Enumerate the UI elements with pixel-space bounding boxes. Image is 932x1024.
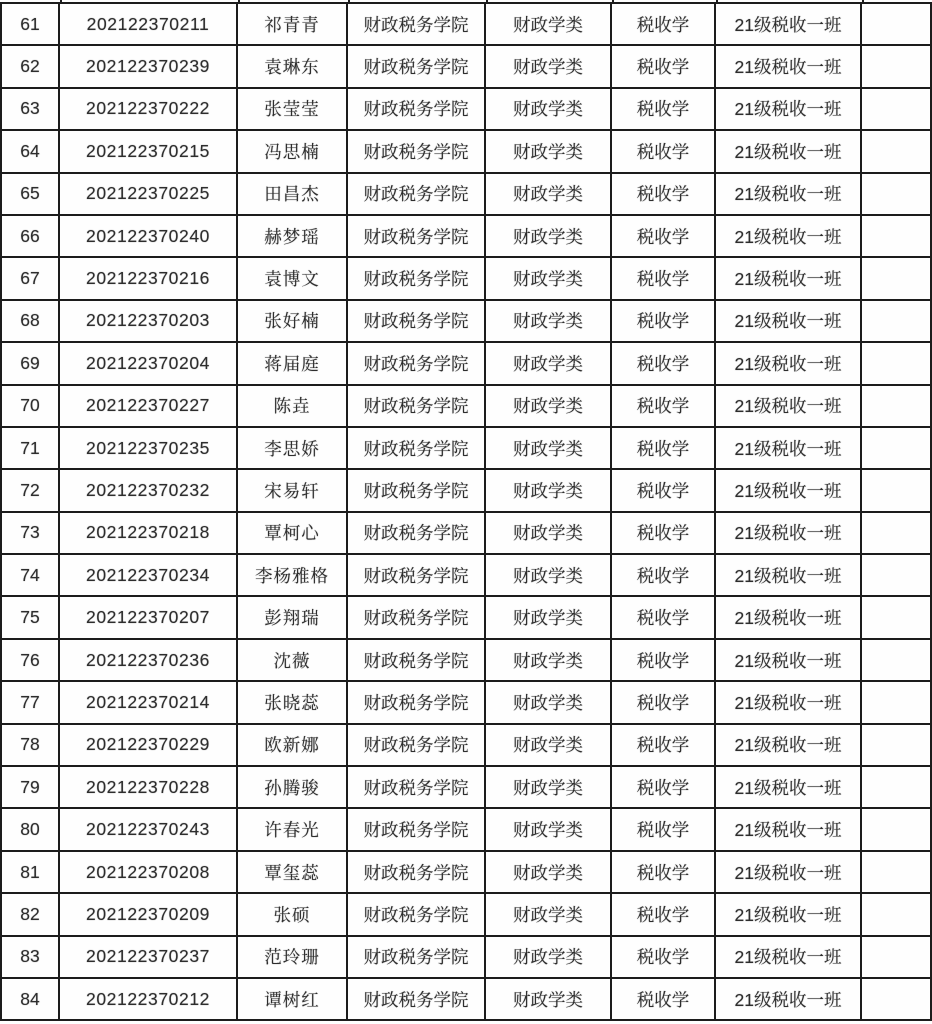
empty-cell (861, 130, 931, 172)
name-cell: 谭树红 (237, 978, 347, 1020)
seq-cell: 72 (1, 469, 59, 511)
grid-line-stub (348, 0, 350, 3)
class-cell: 21级税收一班 (715, 300, 861, 342)
student-id-cell: 202122370229 (59, 724, 237, 766)
major-cell: 税收学 (611, 978, 715, 1020)
table-row (1, 3, 931, 45)
category-cell: 财政学类 (485, 681, 611, 723)
class-cell: 21级税收一班 (715, 173, 861, 215)
table-row (1, 681, 931, 723)
name-cell: 冯思楠 (237, 130, 347, 172)
category-cell: 财政学类 (485, 173, 611, 215)
major-cell: 税收学 (611, 427, 715, 469)
category-cell: 财政学类 (485, 215, 611, 257)
empty-cell (861, 385, 931, 427)
empty-cell (861, 512, 931, 554)
name-cell: 宋易轩 (237, 469, 347, 511)
empty-cell (861, 596, 931, 638)
student-id-cell: 202122370215 (59, 130, 237, 172)
major-cell: 税收学 (611, 215, 715, 257)
major-cell: 税收学 (611, 130, 715, 172)
table-row (1, 257, 931, 299)
major-cell: 税收学 (611, 808, 715, 850)
empty-cell (861, 978, 931, 1020)
seq-cell: 81 (1, 851, 59, 893)
empty-cell (861, 766, 931, 808)
class-cell: 21级税收一班 (715, 88, 861, 130)
table-row (1, 978, 931, 1020)
seq-cell: 77 (1, 681, 59, 723)
name-cell: 沈薇 (237, 639, 347, 681)
category-cell: 财政学类 (485, 342, 611, 384)
table-row (1, 130, 931, 172)
student-id-cell: 202122370234 (59, 554, 237, 596)
table-row (1, 469, 931, 511)
major-cell: 税收学 (611, 45, 715, 87)
empty-cell (861, 724, 931, 766)
category-cell: 财政学类 (485, 130, 611, 172)
major-cell: 税收学 (611, 596, 715, 638)
name-cell: 张莹莹 (237, 88, 347, 130)
college-cell: 财政税务学院 (347, 512, 485, 554)
category-cell: 财政学类 (485, 808, 611, 850)
grid-line-stub (486, 0, 488, 3)
table-row (1, 512, 931, 554)
seq-cell: 71 (1, 427, 59, 469)
major-cell: 税收学 (611, 893, 715, 935)
college-cell: 财政税务学院 (347, 130, 485, 172)
name-cell: 张晓蕊 (237, 681, 347, 723)
class-cell: 21级税收一班 (715, 978, 861, 1020)
table-row (1, 342, 931, 384)
class-cell: 21级税收一班 (715, 936, 861, 978)
name-cell: 赫梦瑶 (237, 215, 347, 257)
student-id-cell: 202122370237 (59, 936, 237, 978)
class-cell: 21级税收一班 (715, 893, 861, 935)
empty-cell (861, 3, 931, 45)
table-row (1, 851, 931, 893)
class-cell: 21级税收一班 (715, 851, 861, 893)
major-cell: 税收学 (611, 173, 715, 215)
table-row (1, 300, 931, 342)
seq-cell: 75 (1, 596, 59, 638)
name-cell: 欧新娜 (237, 724, 347, 766)
grid-line-stub (238, 0, 240, 3)
seq-cell: 61 (1, 3, 59, 45)
category-cell: 财政学类 (485, 427, 611, 469)
class-cell: 21级税收一班 (715, 427, 861, 469)
college-cell: 财政税务学院 (347, 978, 485, 1020)
class-cell: 21级税收一班 (715, 385, 861, 427)
class-cell: 21级税收一班 (715, 469, 861, 511)
class-cell: 21级税收一班 (715, 639, 861, 681)
student-id-cell: 202122370208 (59, 851, 237, 893)
seq-cell: 64 (1, 130, 59, 172)
empty-cell (861, 257, 931, 299)
category-cell: 财政学类 (485, 88, 611, 130)
seq-cell: 63 (1, 88, 59, 130)
student-id-cell: 202122370227 (59, 385, 237, 427)
table-row (1, 724, 931, 766)
name-cell: 许春光 (237, 808, 347, 850)
table-row (1, 215, 931, 257)
category-cell: 财政学类 (485, 978, 611, 1020)
table-row (1, 596, 931, 638)
empty-cell (861, 639, 931, 681)
student-roster-table (0, 2, 932, 1021)
college-cell: 财政税务学院 (347, 596, 485, 638)
major-cell: 税收学 (611, 936, 715, 978)
class-cell: 21级税收一班 (715, 808, 861, 850)
college-cell: 财政税务学院 (347, 3, 485, 45)
student-id-cell: 202122370214 (59, 681, 237, 723)
college-cell: 财政税务学院 (347, 936, 485, 978)
category-cell: 财政学类 (485, 639, 611, 681)
empty-cell (861, 808, 931, 850)
category-cell: 财政学类 (485, 257, 611, 299)
category-cell: 财政学类 (485, 469, 611, 511)
category-cell: 财政学类 (485, 554, 611, 596)
student-id-cell: 202122370216 (59, 257, 237, 299)
student-id-cell: 202122370209 (59, 893, 237, 935)
name-cell: 覃玺蕊 (237, 851, 347, 893)
seq-cell: 74 (1, 554, 59, 596)
category-cell: 财政学类 (485, 596, 611, 638)
major-cell: 税收学 (611, 342, 715, 384)
college-cell: 财政税务学院 (347, 554, 485, 596)
student-id-cell: 202122370232 (59, 469, 237, 511)
name-cell: 袁博文 (237, 257, 347, 299)
category-cell: 财政学类 (485, 724, 611, 766)
seq-cell: 70 (1, 385, 59, 427)
name-cell: 孙腾骏 (237, 766, 347, 808)
student-id-cell: 202122370222 (59, 88, 237, 130)
student-id-cell: 202122370243 (59, 808, 237, 850)
category-cell: 财政学类 (485, 45, 611, 87)
class-cell: 21级税收一班 (715, 512, 861, 554)
student-id-cell: 202122370212 (59, 978, 237, 1020)
student-id-cell: 202122370228 (59, 766, 237, 808)
grid-line-stub (862, 0, 864, 3)
seq-cell: 78 (1, 724, 59, 766)
college-cell: 财政税务学院 (347, 257, 485, 299)
college-cell: 财政税务学院 (347, 385, 485, 427)
name-cell: 覃柯心 (237, 512, 347, 554)
name-cell: 李思娇 (237, 427, 347, 469)
grid-line-stub (612, 0, 614, 3)
table-row (1, 554, 931, 596)
category-cell: 财政学类 (485, 385, 611, 427)
seq-cell: 69 (1, 342, 59, 384)
category-cell: 财政学类 (485, 512, 611, 554)
seq-cell: 62 (1, 45, 59, 87)
seq-cell: 73 (1, 512, 59, 554)
name-cell: 祁青青 (237, 3, 347, 45)
name-cell: 彭翔瑞 (237, 596, 347, 638)
name-cell: 陈垚 (237, 385, 347, 427)
student-id-cell: 202122370203 (59, 300, 237, 342)
major-cell: 税收学 (611, 3, 715, 45)
college-cell: 财政税务学院 (347, 893, 485, 935)
major-cell: 税收学 (611, 469, 715, 511)
college-cell: 财政税务学院 (347, 681, 485, 723)
table-row (1, 45, 931, 87)
table-row (1, 808, 931, 850)
grid-line-stub (716, 0, 718, 3)
major-cell: 税收学 (611, 639, 715, 681)
major-cell: 税收学 (611, 851, 715, 893)
seq-cell: 66 (1, 215, 59, 257)
category-cell: 财政学类 (485, 851, 611, 893)
student-id-cell: 202122370207 (59, 596, 237, 638)
class-cell: 21级税收一班 (715, 45, 861, 87)
major-cell: 税收学 (611, 385, 715, 427)
student-id-cell: 202122370218 (59, 512, 237, 554)
college-cell: 财政税务学院 (347, 639, 485, 681)
empty-cell (861, 893, 931, 935)
class-cell: 21级税收一班 (715, 554, 861, 596)
college-cell: 财政税务学院 (347, 766, 485, 808)
class-cell: 21级税收一班 (715, 766, 861, 808)
name-cell: 张硕 (237, 893, 347, 935)
name-cell: 袁琳东 (237, 45, 347, 87)
college-cell: 财政税务学院 (347, 342, 485, 384)
student-id-cell: 202122370239 (59, 45, 237, 87)
table-row (1, 936, 931, 978)
seq-cell: 76 (1, 639, 59, 681)
major-cell: 税收学 (611, 724, 715, 766)
class-cell: 21级税收一班 (715, 257, 861, 299)
empty-cell (861, 851, 931, 893)
college-cell: 财政税务学院 (347, 45, 485, 87)
seq-cell: 68 (1, 300, 59, 342)
college-cell: 财政税务学院 (347, 724, 485, 766)
seq-cell: 79 (1, 766, 59, 808)
empty-cell (861, 215, 931, 257)
category-cell: 财政学类 (485, 300, 611, 342)
seq-cell: 83 (1, 936, 59, 978)
seq-cell: 67 (1, 257, 59, 299)
name-cell: 范玲珊 (237, 936, 347, 978)
college-cell: 财政税务学院 (347, 173, 485, 215)
college-cell: 财政税务学院 (347, 469, 485, 511)
empty-cell (861, 936, 931, 978)
student-id-cell: 202122370211 (59, 3, 237, 45)
college-cell: 财政税务学院 (347, 215, 485, 257)
empty-cell (861, 469, 931, 511)
student-id-cell: 202122370204 (59, 342, 237, 384)
major-cell: 税收学 (611, 766, 715, 808)
table-row (1, 893, 931, 935)
grid-line-stub (60, 0, 62, 3)
seq-cell: 65 (1, 173, 59, 215)
college-cell: 财政税务学院 (347, 88, 485, 130)
table-row (1, 385, 931, 427)
empty-cell (861, 300, 931, 342)
class-cell: 21级税收一班 (715, 342, 861, 384)
student-id-cell: 202122370236 (59, 639, 237, 681)
major-cell: 税收学 (611, 681, 715, 723)
category-cell: 财政学类 (485, 766, 611, 808)
seq-cell: 80 (1, 808, 59, 850)
student-table-body (1, 3, 931, 1020)
major-cell: 税收学 (611, 257, 715, 299)
empty-cell (861, 427, 931, 469)
empty-cell (861, 342, 931, 384)
student-id-cell: 202122370235 (59, 427, 237, 469)
name-cell: 田昌杰 (237, 173, 347, 215)
major-cell: 税收学 (611, 554, 715, 596)
college-cell: 财政税务学院 (347, 427, 485, 469)
class-cell: 21级税收一班 (715, 130, 861, 172)
class-cell: 21级税收一班 (715, 724, 861, 766)
empty-cell (861, 681, 931, 723)
name-cell: 李杨雅格 (237, 554, 347, 596)
category-cell: 财政学类 (485, 3, 611, 45)
name-cell: 蒋届庭 (237, 342, 347, 384)
class-cell: 21级税收一班 (715, 681, 861, 723)
college-cell: 财政税务学院 (347, 851, 485, 893)
table-row (1, 88, 931, 130)
name-cell: 张好楠 (237, 300, 347, 342)
college-cell: 财政税务学院 (347, 808, 485, 850)
major-cell: 税收学 (611, 88, 715, 130)
class-cell: 21级税收一班 (715, 596, 861, 638)
student-id-cell: 202122370225 (59, 173, 237, 215)
table-row (1, 173, 931, 215)
table-row (1, 766, 931, 808)
seq-cell: 82 (1, 893, 59, 935)
class-cell: 21级税收一班 (715, 3, 861, 45)
category-cell: 财政学类 (485, 936, 611, 978)
class-cell: 21级税收一班 (715, 215, 861, 257)
empty-cell (861, 554, 931, 596)
college-cell: 财政税务学院 (347, 300, 485, 342)
student-id-cell: 202122370240 (59, 215, 237, 257)
category-cell: 财政学类 (485, 893, 611, 935)
seq-cell: 84 (1, 978, 59, 1020)
major-cell: 税收学 (611, 512, 715, 554)
empty-cell (861, 88, 931, 130)
table-row (1, 427, 931, 469)
table-row (1, 639, 931, 681)
major-cell: 税收学 (611, 300, 715, 342)
empty-cell (861, 173, 931, 215)
empty-cell (861, 45, 931, 87)
